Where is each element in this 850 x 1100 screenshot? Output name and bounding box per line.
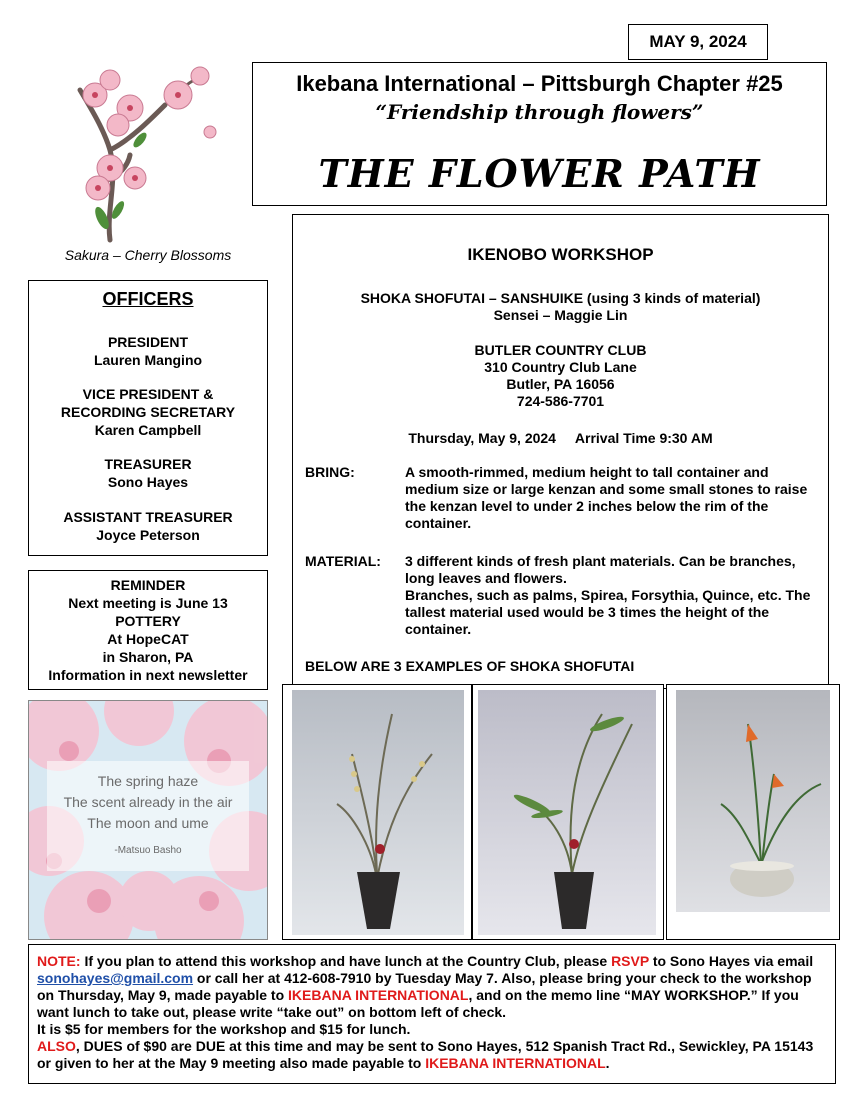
workshop-sensei: Sensei – Maggie Lin	[493, 307, 628, 323]
venue-city: Butler, PA 16056	[506, 376, 615, 392]
issue-date: MAY 9, 2024	[649, 32, 747, 51]
org-name: IKEBANA INTERNATIONAL	[425, 1055, 606, 1071]
venue-street: 310 Country Club Lane	[484, 359, 637, 375]
reminder-line: Information in next newsletter	[48, 667, 248, 683]
officer-name: Karen Campbell	[94, 422, 202, 438]
note-text: , DUES of $90 are DUE at this time and may be sent to Sono Hayes, 512 Spanish Tract Rd., Sewickley, PA 15143 or given to her at the May 9 meeting also made payable to	[37, 1038, 814, 1071]
rsvp-text: RSVP	[611, 953, 649, 969]
reminder-line: REMINDER	[110, 577, 186, 593]
officer-role-2: RECORDING SECRETARY	[60, 404, 236, 420]
bring-label: BRING:	[305, 464, 355, 480]
note-text: .	[605, 1055, 610, 1071]
bring-text: A smooth-rimmed, medium height to tall container and medium size or large kenzan and some small stones to raise the kenzan level to under 2 inches below the rim of the container.	[405, 464, 808, 531]
reminder-line: in Sharon, PA	[102, 649, 194, 665]
officer-role: TREASURER	[104, 456, 192, 472]
arrangement-photo-3	[666, 684, 840, 940]
also-label: ALSO	[37, 1038, 76, 1054]
note-text: , and on the memo line “MAY WORKSHOP.” If you want lunch to take out, please write “take out” on bottom left of check.	[37, 987, 799, 1020]
arrangement-photo-1	[282, 684, 472, 940]
note-text: to Sono Hayes via email	[648, 953, 814, 969]
reminder-box	[28, 570, 268, 690]
venue-name: BUTLER COUNTRY CLUB	[474, 342, 647, 358]
poem-author: -Matsuo Basho	[114, 845, 182, 856]
reminder-line: POTTERY	[115, 613, 181, 629]
officer-president	[29, 333, 267, 369]
examples-heading: BELOW ARE 3 EXAMPLES OF SHOKA SHOFUTAI	[305, 658, 635, 674]
arrangement-photo-2	[472, 684, 664, 940]
workshop-subtitle: SHOKA SHOFUTAI – SANSHUIKE (using 3 kinds of material)	[360, 290, 761, 306]
poem-line: The spring haze	[97, 773, 199, 789]
note-text: If you plan to attend this workshop and have lunch at the Country Club, please	[80, 953, 612, 969]
venue-phone: 724-586-7701	[516, 393, 605, 409]
note-label: NOTE:	[37, 953, 81, 969]
poem-line: The moon and ume	[87, 815, 209, 831]
material-text-2: Branches, such as palms, Spirea, Forsythia, Quince, etc. The tallest material used would be 3 times the height of the container.	[405, 587, 811, 637]
reminder-line: Next meeting is June 13	[68, 595, 228, 611]
masthead	[252, 62, 827, 206]
poem	[41, 771, 255, 861]
newsletter-title: THE FLOWER PATH	[318, 151, 761, 196]
officer-name: Sono Hayes	[107, 474, 189, 490]
officer-role: VICE PRESIDENT &	[82, 386, 214, 402]
cherry-blossom-illustration	[40, 50, 235, 245]
officer-name: Lauren Mangino	[93, 352, 203, 368]
note-pricing: It is $5 for members for the workshop and $15 for lunch.	[37, 1021, 411, 1037]
date-box	[628, 24, 768, 60]
chapter-name: Ikebana International – Pittsburgh Chapter #25	[296, 71, 783, 96]
email-link[interactable]: sonohayes@gmail.com	[37, 970, 194, 986]
note-text: or call her at 412-608-7910 by Tuesday May 7. Also, please bring your check to the workshop on Thursday, May 9, made payable to	[37, 970, 812, 1003]
officer-name: Joyce Peterson	[96, 527, 200, 543]
officers-heading: OFFICERS	[102, 289, 194, 309]
officer-treasurer	[29, 455, 267, 491]
blossom-caption: Sakura – Cherry Blossoms	[64, 247, 232, 263]
workshop-box	[292, 214, 829, 689]
poem-image	[28, 700, 268, 940]
workshop-title: IKENOBO WORKSHOP	[467, 245, 654, 264]
officers-box	[28, 280, 268, 556]
officer-assistant-treasurer	[29, 508, 267, 544]
material-text: 3 different kinds of fresh plant materials. Can be branches, long leaves and flowers.	[405, 553, 796, 586]
material-label: MATERIAL:	[305, 553, 381, 569]
org-name: IKEBANA INTERNATIONAL	[288, 987, 469, 1003]
chapter-motto: “Friendship through flowers”	[375, 100, 704, 124]
workshop-date-time: Thursday, May 9, 2024 Arrival Time 9:30 AM	[408, 430, 713, 446]
officer-vice-president	[29, 385, 267, 439]
officer-role: PRESIDENT	[107, 334, 189, 350]
officer-role: ASSISTANT TREASURER	[63, 509, 233, 525]
reminder-line: At HopeCAT	[107, 631, 189, 647]
note-box	[28, 944, 836, 1084]
poem-line: The scent already in the air	[63, 794, 233, 810]
